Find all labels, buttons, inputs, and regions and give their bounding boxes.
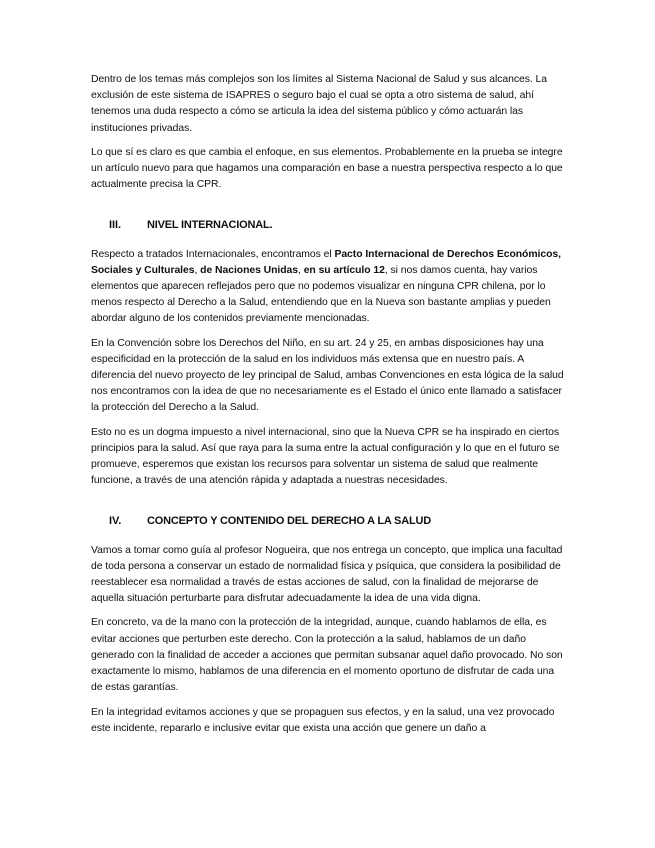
body-paragraph: Vamos a tomar como guía al profesor Nogueira, que nos entrega un concepto, que implica una facultad de toda persona a conservar un estado de normalidad física y psíquica, que considera la posibilidad de reestablecer esa normalidad a través de estas acciones de salud, con la finalidad de mejorarse de aquella situación perturbarte para disfrutar adecuadamente la idea de una vida digna. (91, 544, 563, 605)
body-paragraph (91, 247, 565, 328)
paragraph-text: Respecto a tratados Internacionales, encontramos el (91, 248, 335, 260)
paragraph-text: , si nos damos cuenta, hay varios elementos que aparecen reflejados pero que no podemos visualizar en ninguna CPR chilena, por lo menos respecto al Derecho a la Salud, entendiendo que en la Nueva son bastante amplias y pueden abordar alguno de los contenidos previamente mencionadas. (91, 264, 551, 325)
body-paragraph: Dentro de los temas más complejos son los límites al Sistema Nacional de Salud y sus alcances. La exclusión de este sistema de ISAPRES o seguro bajo el cual se opta a otro sistema de salud, ahí tenemos una duda respecto a cómo se articula la idea del sistema público y cómo actuarán las instituciones privadas. (91, 74, 548, 134)
section-number: III. (109, 219, 122, 232)
paragraph-text: , (194, 264, 201, 276)
bold-reference: en su artículo 12 (303, 264, 385, 276)
bold-reference: Pacto Internacional de Derechos Económicos, Sociales y Culturales (91, 248, 561, 276)
bold-reference: de Naciones Unidas (200, 264, 299, 276)
section-heading-iii (91, 217, 565, 233)
body-paragraph: En la Convención sobre los Derechos del Niño, en su art. 24 y 25, en ambas disposiciones hay una especificidad en la protección de la salud en los individuos más extensa que en nuestro país. A diferencia del nuevo proyecto de ley principal de Salud, ambas Convenciones en esta lógica de la salud nos encontramos con la idea de que no necesariamente es el Estado el único ente llamado a satisfacer la protección del Derecho a la Salud. (91, 337, 564, 414)
body-paragraph: En concreto, va de la mano con la protección de la integridad, aunque, cuando hablamos de ella, es evitar acciones que perturben este derecho. Con la protección a la salud, hablamos de un daño generado con la finalidad de acceder a acciones que permitan subsanar aquel daño provocado. No son exactamente lo mismo, hablamos de una diferencia en el momento oportuno de disfrutar de cada una de estas garantías. (91, 617, 563, 694)
section-heading-iv (91, 513, 565, 529)
document-body (91, 72, 565, 745)
section-title: NIVEL INTERNACIONAL. (147, 219, 273, 232)
body-paragraph: Lo que sí es claro es que cambia el enfoque, en sus elementos. Probablemente en la prueba se integre un artículo nuevo para que hagamos una comparación en base a nuestra perspectiva respecto a lo que actualmente precisa la CPR. (91, 146, 563, 191)
paragraph-text: , (298, 264, 304, 276)
body-paragraph: Esto no es un dogma impuesto a nivel internacional, sino que la Nueva CPR se ha inspirado en ciertos principios para la salud. Así que raya para la suma entre la actual configuración y lo que en el futuro se promueve, esperemos que existan los recursos para solventar un sistema de salud que realmente funcione, a través de una atención rápida y adaptada a nuestras necesidades. (91, 426, 560, 487)
body-paragraph: En la integridad evitamos acciones y que se propaguen sus efectos, y en la salud, una vez provocado este incidente, repararlo e inclusive evitar que exista una acción que genere un daño a (91, 706, 555, 734)
section-title: CONCEPTO Y CONTENIDO DEL DERECHO A LA SALUD (147, 515, 431, 528)
section-number: IV. (109, 515, 122, 528)
